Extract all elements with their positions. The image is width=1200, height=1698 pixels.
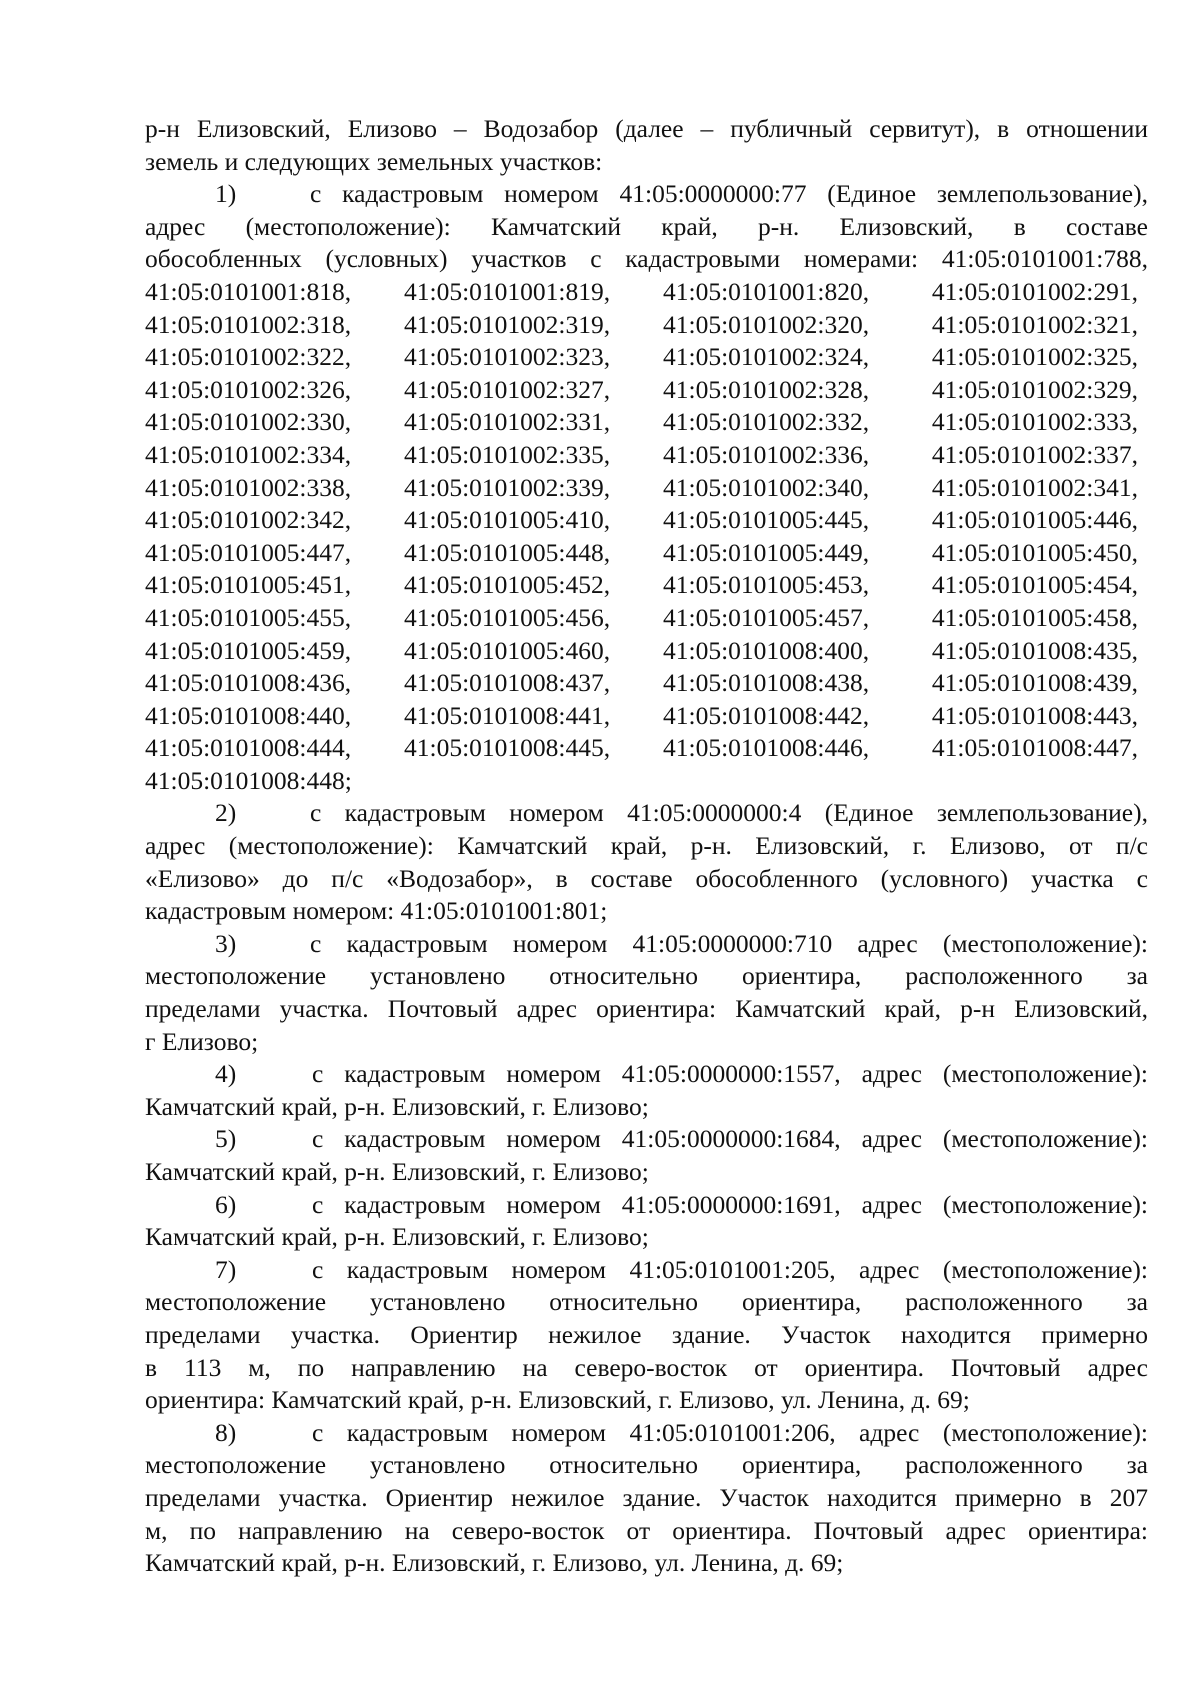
cadastral-number: 41:05:0101002:340, bbox=[663, 472, 870, 502]
item-number: 7) bbox=[215, 1254, 237, 1284]
cadastral-number: 41:05:0101005:410, bbox=[404, 505, 611, 535]
text-line: р-н Елизовский, Елизово – Водозабор (далее – публичный сервитут), в отношении bbox=[145, 114, 1148, 143]
cadastral-number: 41:05:0101008:439, bbox=[931, 668, 1138, 698]
text-line: в 113 м, по направлению на северо-восток от ориентира. Почтовый адрес bbox=[145, 1352, 1148, 1382]
cadastral-row bbox=[145, 537, 1148, 570]
text-line: пределами участка. Ориентир нежилое здание. Участок находится примерно в 207 bbox=[145, 1482, 1148, 1512]
cadastral-number: 41:05:0101001:819, bbox=[404, 276, 611, 306]
item-first-line bbox=[145, 178, 1148, 211]
text-line: Камчатский край, р-н. Елизовский, г. Елизово; bbox=[145, 1157, 649, 1186]
item-text: с кадастровым номером 41:05:0000000:1691, адрес (местоположение): bbox=[312, 1189, 1148, 1219]
text-line: пределами участка. Ориентир нежилое здание. Участок находится примерно bbox=[145, 1319, 1148, 1349]
cadastral-number: 41:05:0101008:443, bbox=[931, 700, 1138, 730]
cadastral-number: 41:05:0101002:334, bbox=[145, 439, 352, 469]
text-line: Камчатский край, р-н. Елизовский, г. Елизово; bbox=[145, 1091, 649, 1121]
cadastral-number: 41:05:0101008:440, bbox=[145, 700, 352, 730]
text-line: адрес (местоположение): Камчатский край, р-н. Елизовский, г. Елизово, от п/с bbox=[145, 831, 1148, 861]
item-first-line bbox=[145, 1189, 1148, 1222]
list-item-6 bbox=[145, 1189, 1148, 1254]
cadastral-number: 41:05:0101005:453, bbox=[663, 570, 870, 600]
cadastral-number: 41:05:0101002:328, bbox=[663, 374, 870, 404]
cadastral-number: 41:05:0101005:450, bbox=[931, 537, 1138, 567]
cadastral-number: 41:05:0101002:336, bbox=[663, 439, 870, 469]
text-line: 41:05:0101008:448; bbox=[145, 765, 352, 795]
item-first-line bbox=[145, 1254, 1148, 1287]
cadastral-number: 41:05:0101002:329, bbox=[931, 374, 1138, 404]
document-page bbox=[145, 113, 1148, 1580]
cadastral-number: 41:05:0101002:322, bbox=[145, 342, 352, 372]
text-line: «Елизово» до п/с «Водозабор», в составе обособленного (условного) участка с bbox=[145, 863, 1148, 893]
cadastral-number: 41:05:0101002:318, bbox=[145, 309, 352, 339]
cadastral-number: 41:05:0101005:451, bbox=[145, 570, 352, 600]
cadastral-row bbox=[145, 504, 1148, 537]
cadastral-row bbox=[145, 602, 1148, 635]
cadastral-row bbox=[145, 439, 1148, 472]
item-text: с кадастровым номером 41:05:0101001:206, адрес (местоположение): bbox=[312, 1417, 1148, 1447]
item-first-line bbox=[145, 1058, 1148, 1091]
cadastral-number: 41:05:0101005:446, bbox=[931, 505, 1138, 535]
cadastral-number: 41:05:0101002:321, bbox=[931, 309, 1138, 339]
cadastral-number: 41:05:0101005:452, bbox=[404, 570, 611, 600]
cadastral-number: 41:05:0101005:454, bbox=[931, 570, 1138, 600]
text-line: кадастровым номером: 41:05:0101001:801; bbox=[145, 896, 608, 926]
cadastral-number: 41:05:0101008:437, bbox=[404, 668, 611, 698]
cadastral-number: 41:05:0101002:291, bbox=[931, 276, 1138, 306]
cadastral-number: 41:05:0101005:460, bbox=[404, 635, 611, 665]
cadastral-number: 41:05:0101002:330, bbox=[145, 407, 352, 437]
intro-paragraph bbox=[145, 113, 1148, 178]
cadastral-number: 41:05:0101008:441, bbox=[404, 700, 611, 730]
cadastral-number: 41:05:0101008:435, bbox=[931, 635, 1138, 665]
text-line: Камчатский край, р-н. Елизовский, г. Елизово; bbox=[145, 1222, 649, 1252]
item-text: с кадастровым номером 41:05:0000000:77 (Единое землепользование), bbox=[310, 179, 1148, 209]
cadastral-row bbox=[145, 406, 1148, 439]
cadastral-number: 41:05:0101005:448, bbox=[404, 537, 611, 567]
cadastral-number: 41:05:0101005:457, bbox=[663, 602, 870, 632]
cadastral-number: 41:05:0101005:456, bbox=[404, 602, 611, 632]
item-first-line bbox=[145, 1417, 1148, 1450]
item-number: 3) bbox=[215, 928, 237, 958]
cadastral-number: 41:05:0101002:335, bbox=[404, 439, 611, 469]
cadastral-number: 41:05:0101001:818, bbox=[145, 276, 352, 306]
item-text: с кадастровым номером 41:05:0000000:4 (Единое землепользование), bbox=[310, 798, 1148, 828]
text-line: местоположение установлено относительно ориентира, расположенного за bbox=[145, 1287, 1148, 1317]
item-number: 5) bbox=[215, 1124, 237, 1154]
text-line: местоположение установлено относительно ориентира, расположенного за bbox=[145, 961, 1148, 991]
cadastral-row bbox=[145, 700, 1148, 733]
cadastral-number: 41:05:0101002:319, bbox=[404, 309, 611, 339]
list-item-4 bbox=[145, 1058, 1148, 1123]
item-first-line bbox=[145, 1123, 1148, 1156]
list-item-3 bbox=[145, 928, 1148, 1058]
cadastral-number: 41:05:0101008:447, bbox=[931, 733, 1138, 763]
cadastral-number: 41:05:0101002:325, bbox=[931, 342, 1138, 372]
text-line: местоположение установлено относительно ориентира, расположенного за bbox=[145, 1450, 1148, 1480]
cadastral-number: 41:05:0101002:331, bbox=[404, 407, 611, 437]
cadastral-row bbox=[145, 341, 1148, 374]
cadastral-number: 41:05:0101005:459, bbox=[145, 635, 352, 665]
text-line: м, по направлению на северо-восток от ориентира. Почтовый адрес ориентира: bbox=[145, 1515, 1148, 1545]
text-line: обособленных (условных) участков с кадастровыми номерами: 41:05:0101001:788, bbox=[145, 244, 1148, 274]
cadastral-number: 41:05:0101005:458, bbox=[931, 602, 1138, 632]
cadastral-row bbox=[145, 276, 1148, 309]
cadastral-number: 41:05:0101002:326, bbox=[145, 374, 352, 404]
text-line: адрес (местоположение): Камчатский край, р-н. Елизовский, в составе bbox=[145, 211, 1148, 241]
cadastral-row bbox=[145, 732, 1148, 765]
item-number: 8) bbox=[215, 1417, 237, 1447]
item-number: 2) bbox=[215, 798, 237, 828]
list-item-5 bbox=[145, 1123, 1148, 1188]
item-number: 4) bbox=[215, 1059, 237, 1089]
cadastral-row bbox=[145, 667, 1148, 700]
cadastral-number: 41:05:0101008:442, bbox=[663, 700, 870, 730]
list-item-1 bbox=[145, 178, 1148, 797]
cadastral-number: 41:05:0101008:444, bbox=[145, 733, 352, 763]
text-line: Камчатский край, р-н. Елизовский, г. Елизово, ул. Ленина, д. 69; bbox=[145, 1548, 844, 1578]
cadastral-number: 41:05:0101002:338, bbox=[145, 472, 352, 502]
text-line: ориентира: Камчатский край, р-н. Елизовский, г. Елизово, ул. Ленина, д. 69; bbox=[145, 1385, 970, 1415]
item-text: с кадастровым номером 41:05:0000000:1557, адрес (местоположение): bbox=[312, 1059, 1148, 1089]
cadastral-row bbox=[145, 569, 1148, 602]
item-text: с кадастровым номером 41:05:0101001:205, адрес (местоположение): bbox=[312, 1254, 1148, 1284]
cadastral-row bbox=[145, 635, 1148, 668]
text-line: земель и следующих земельных участков: bbox=[145, 146, 603, 176]
cadastral-number: 41:05:0101008:400, bbox=[663, 635, 870, 665]
item-first-line bbox=[145, 797, 1148, 830]
cadastral-number: 41:05:0101005:449, bbox=[663, 537, 870, 567]
cadastral-number: 41:05:0101002:333, bbox=[931, 407, 1138, 437]
cadastral-row bbox=[145, 374, 1148, 407]
item-number: 6) bbox=[215, 1189, 237, 1219]
cadastral-number: 41:05:0101002:337, bbox=[931, 439, 1138, 469]
cadastral-number: 41:05:0101002:339, bbox=[404, 472, 611, 502]
cadastral-row bbox=[145, 472, 1148, 505]
cadastral-number: 41:05:0101008:438, bbox=[663, 668, 870, 698]
cadastral-row bbox=[145, 309, 1148, 342]
cadastral-number: 41:05:0101005:447, bbox=[145, 537, 352, 567]
item-text: с кадастровым номером 41:05:0000000:1684, адрес (местоположение): bbox=[312, 1124, 1148, 1154]
cadastral-number: 41:05:0101001:820, bbox=[663, 276, 870, 306]
text-line: г Елизово; bbox=[145, 1026, 259, 1056]
cadastral-number: 41:05:0101002:327, bbox=[404, 374, 611, 404]
cadastral-number: 41:05:0101002:320, bbox=[663, 309, 870, 339]
list-item-2 bbox=[145, 797, 1148, 927]
item-text: с кадастровым номером 41:05:0000000:710 адрес (местоположение): bbox=[310, 928, 1148, 958]
cadastral-number: 41:05:0101008:445, bbox=[404, 733, 611, 763]
text-line: пределами участка. Почтовый адрес ориентира: Камчатский край, р-н Елизовский, bbox=[145, 994, 1148, 1024]
cadastral-number: 41:05:0101008:436, bbox=[145, 668, 352, 698]
cadastral-number: 41:05:0101002:332, bbox=[663, 407, 870, 437]
cadastral-number: 41:05:0101002:323, bbox=[404, 342, 611, 372]
cadastral-number-grid bbox=[145, 276, 1148, 765]
list-item-8 bbox=[145, 1417, 1148, 1580]
item-first-line bbox=[145, 928, 1148, 961]
cadastral-number: 41:05:0101005:455, bbox=[145, 602, 352, 632]
cadastral-number: 41:05:0101008:446, bbox=[663, 733, 870, 763]
cadastral-number: 41:05:0101002:324, bbox=[663, 342, 870, 372]
cadastral-number: 41:05:0101005:445, bbox=[663, 505, 870, 535]
cadastral-number: 41:05:0101002:342, bbox=[145, 505, 352, 535]
cadastral-number: 41:05:0101002:341, bbox=[931, 472, 1138, 502]
list-item-7 bbox=[145, 1254, 1148, 1417]
item-number: 1) bbox=[215, 179, 237, 209]
